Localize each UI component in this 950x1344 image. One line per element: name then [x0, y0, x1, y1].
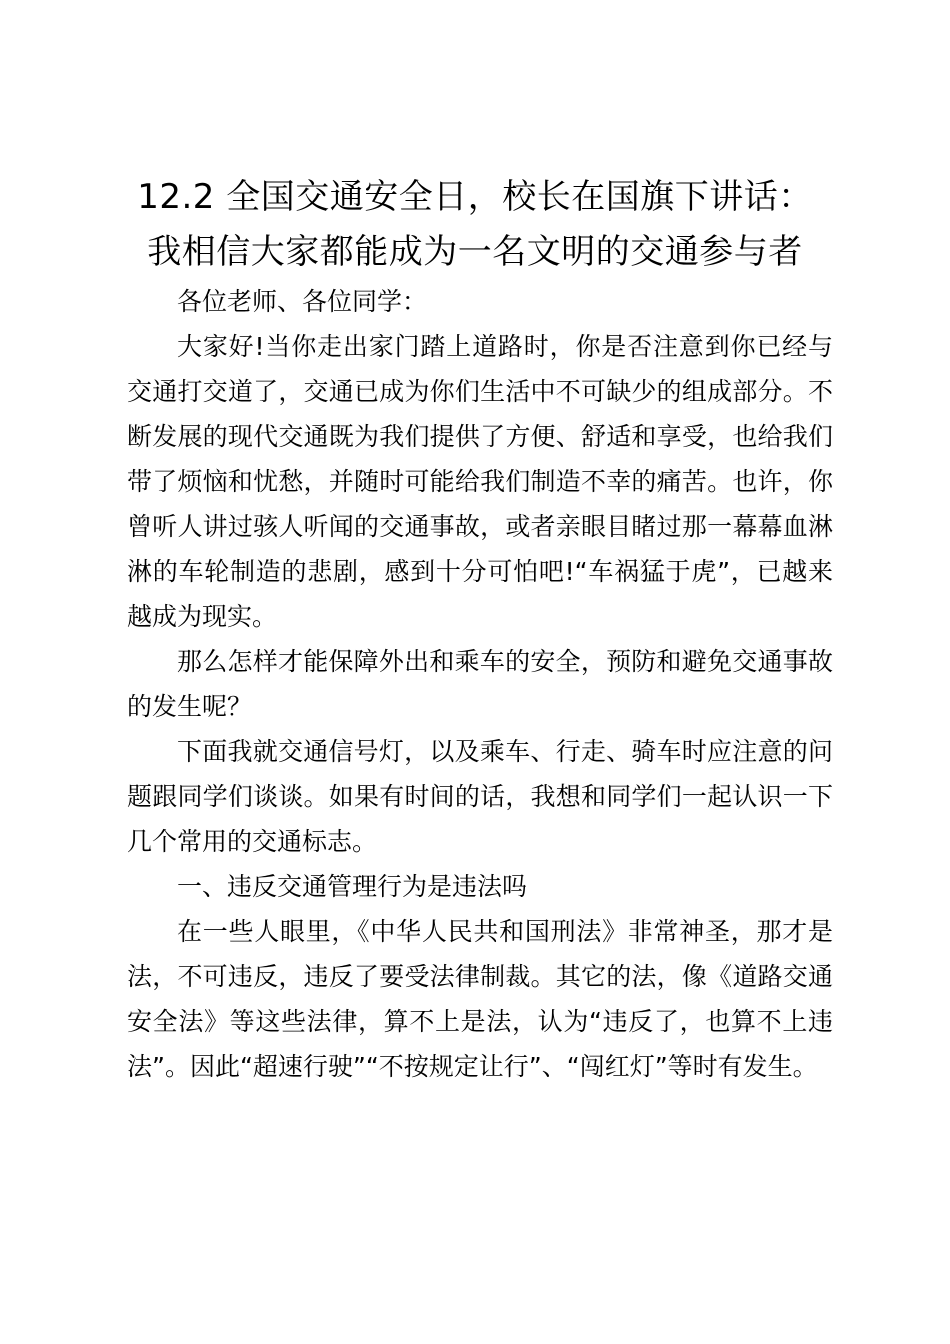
document-body — [127, 279, 833, 1089]
document-title — [95, 170, 855, 280]
body-paragraph: 那么怎样才能保障外出和乘车的安全，预防和避免交通事故的发生呢？ — [127, 647, 833, 721]
body-paragraph: 大家好!当你走出家门踏上道路时，你是否注意到你已经与交通打交道了，交通已成为你们生活中不可缺少的组成部分。不断发展的现代交通既为我们提供了方便、舒适和享受，也给我们带了烦恼和忧愁，并随时可能给我们制造不幸的痛苦。也许，你曾听人讲过骇人听闻的交通事故，或者亲眼目睹过那一幕幕血淋淋的车轮制造的悲剧，感到十分可怕吧!“车祸猛于虎”，已越来越成为现实。 — [127, 332, 833, 631]
body-paragraph: 下面我就交通信号灯，以及乘车、行走、骑车时应注意的问题跟同学们谈谈。如果有时间的话，我想和同学们一起认识一下几个常用的交通标志。 — [127, 737, 833, 856]
salutation-paragraph: 各位老师、各位同学： — [177, 287, 428, 316]
section-heading: 一、违反交通管理行为是违法吗 — [177, 872, 528, 901]
title-line-1: 12.2 全国交通安全日，校长在国旗下讲话： — [137, 177, 813, 217]
body-paragraph: 在一些人眼里，《中华人民共和国刑法》非常神圣，那才是法，不可违反，违反了要受法律制裁。其它的法，像《道路交通安全法》等这些法律，算不上是法，认为“违反了，也算不上违法”。因此“超速行驶”“不按规定让行”、“闯红灯”等时有发生。 — [127, 917, 833, 1081]
title-line-2: 我相信大家都能成为一名文明的交通参与者 — [147, 232, 803, 272]
